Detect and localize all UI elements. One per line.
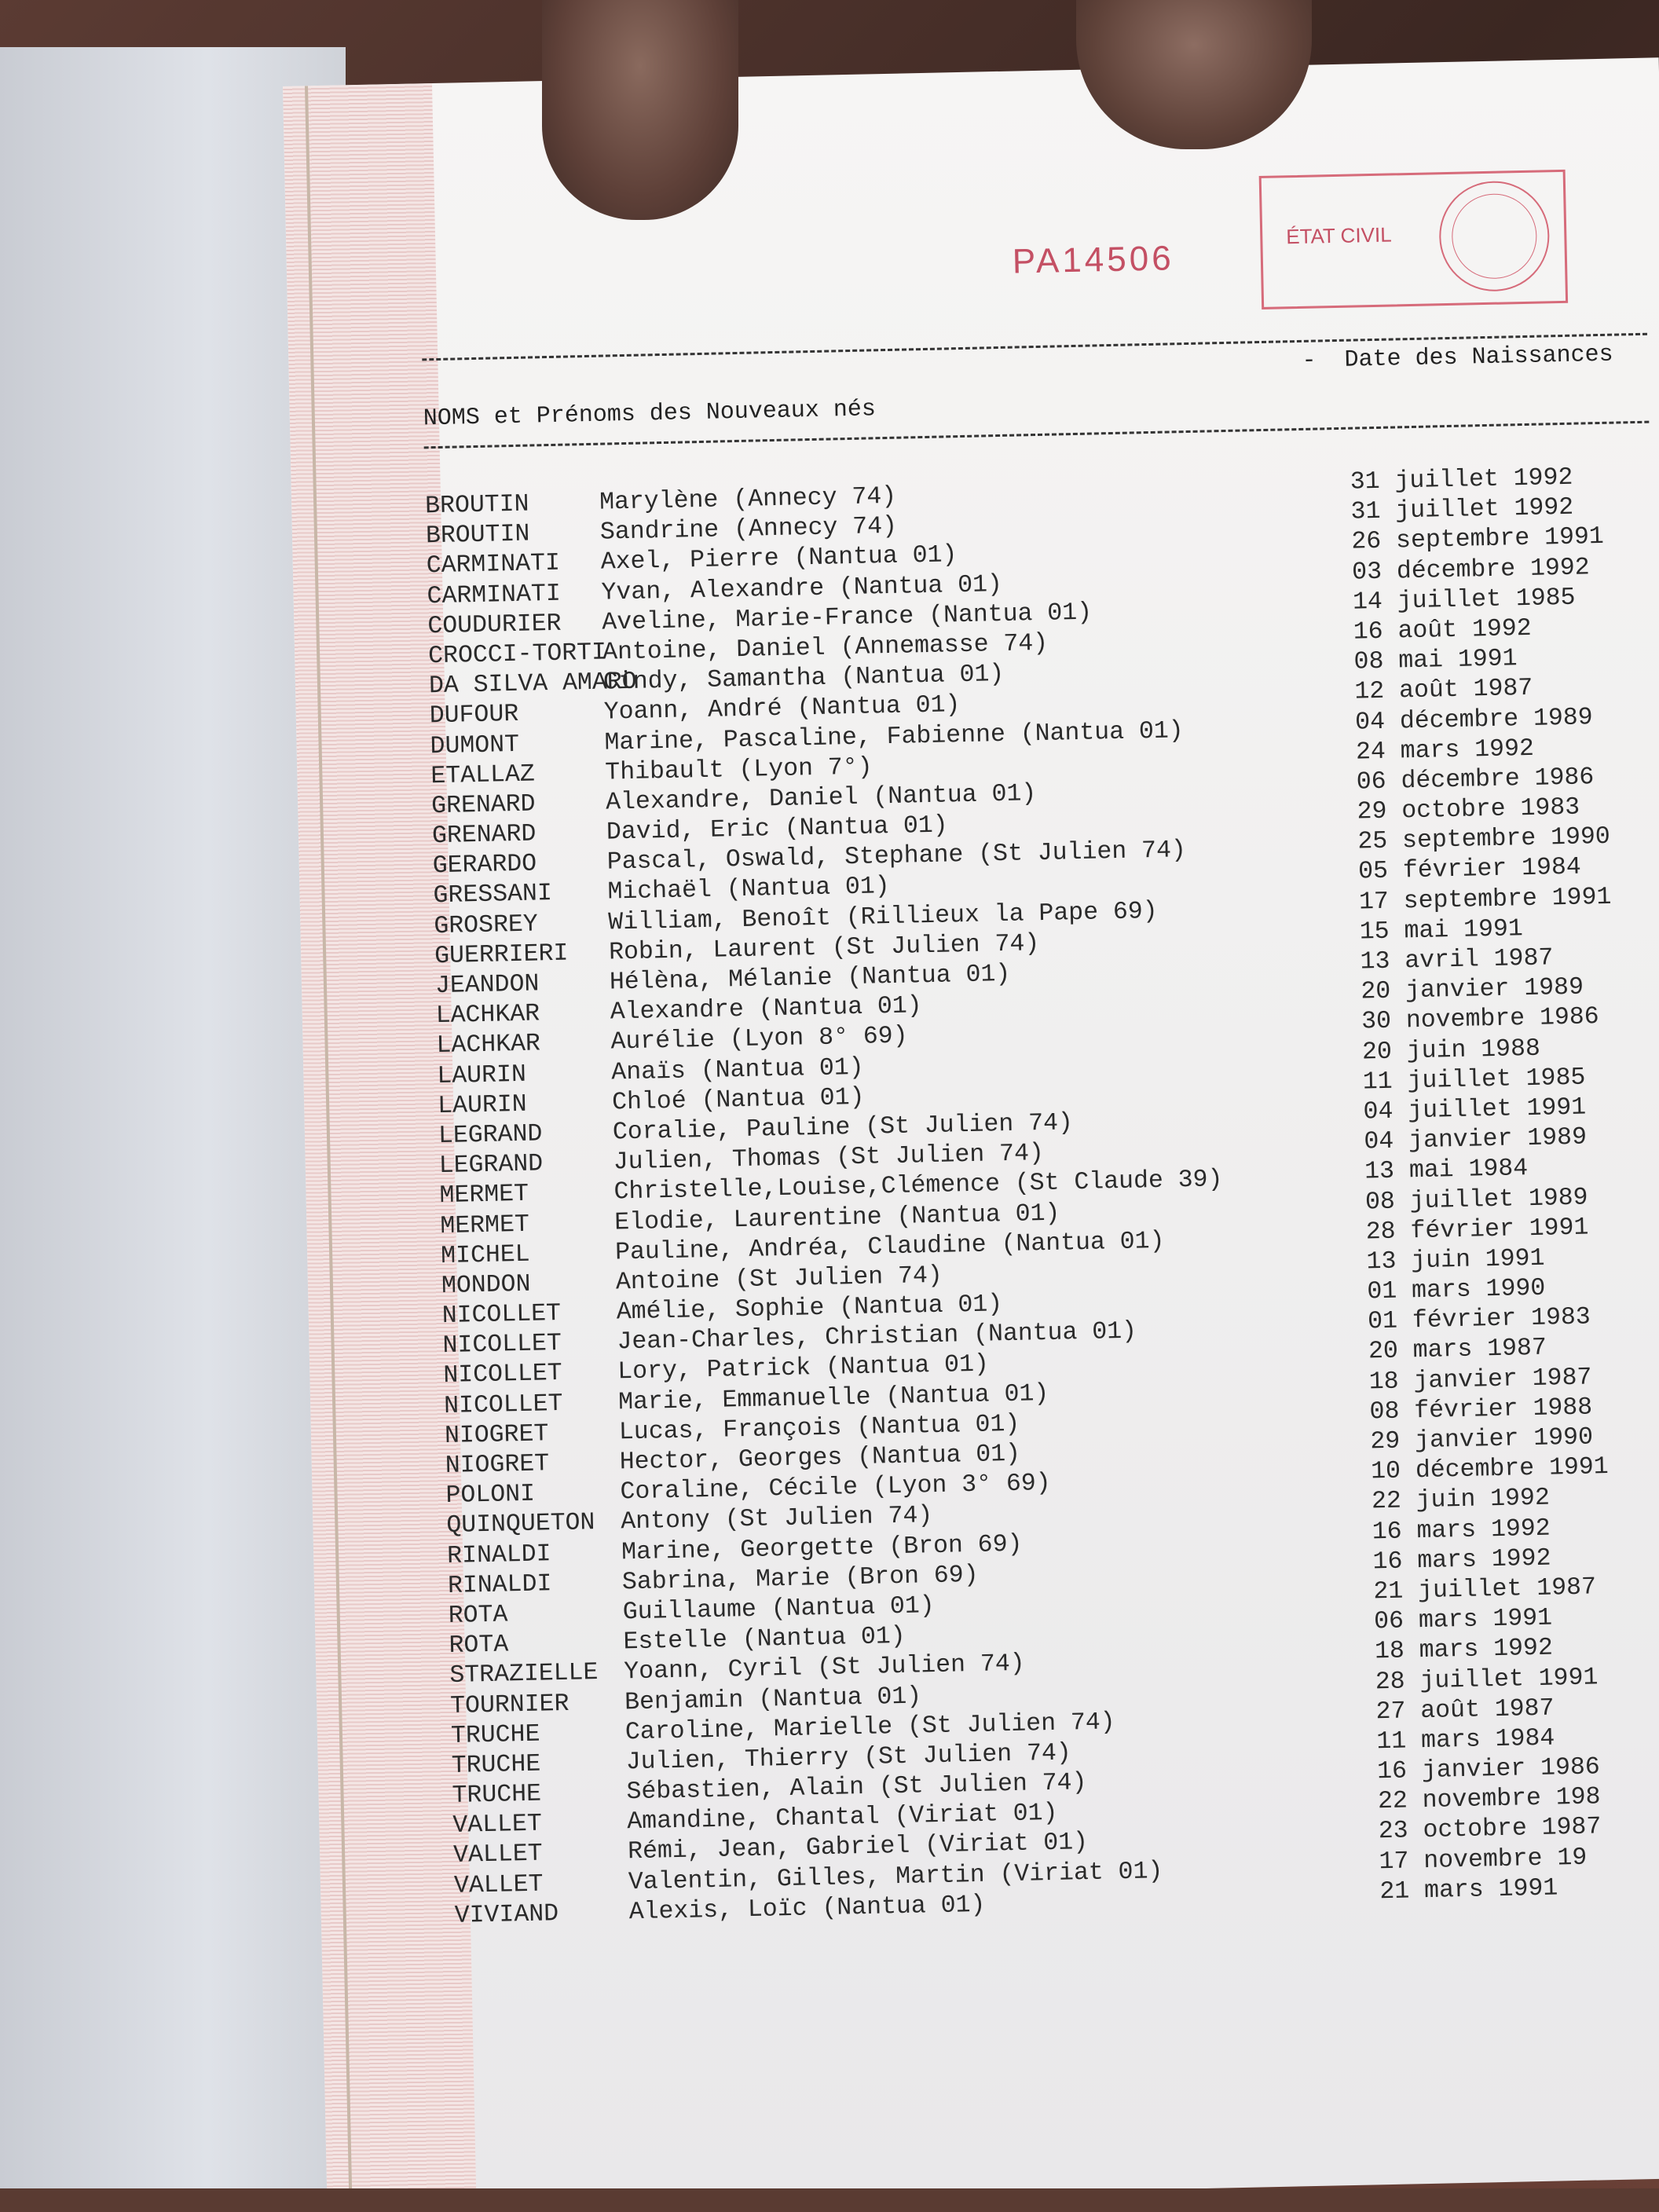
last-name: GUERRIERI bbox=[434, 939, 569, 971]
first-names: Marine, Pascaline, Fabienne (Nantua 01) bbox=[604, 716, 1185, 757]
birth-date: 31 juillet 1992 bbox=[1350, 493, 1574, 526]
birth-date: 20 juin 1988 bbox=[1361, 1035, 1541, 1067]
last-name: MICHEL bbox=[440, 1240, 530, 1270]
first-names: Alexandre (Nantua 01) bbox=[610, 992, 923, 1027]
birth-date: 08 mai 1991 bbox=[1353, 645, 1518, 676]
birth-date: 13 juin 1991 bbox=[1366, 1244, 1545, 1276]
last-name: DUMONT bbox=[430, 731, 520, 760]
first-names: Robin, Laurent (St Julien 74) bbox=[608, 929, 1040, 967]
last-name: RINALDI bbox=[446, 1540, 551, 1570]
last-name: DA SILVA AMARO bbox=[428, 668, 638, 701]
last-name: BROUTIN bbox=[425, 520, 530, 551]
first-names: Antony (St Julien 74) bbox=[621, 1502, 933, 1536]
last-name: TRUCHE bbox=[452, 1780, 542, 1811]
last-name: GROSREY bbox=[434, 910, 539, 940]
last-name: NIOGRET bbox=[444, 1420, 549, 1450]
first-names: Sébastien, Alain (St Julien 74) bbox=[626, 1769, 1087, 1807]
birth-date: 31 juillet 1992 bbox=[1350, 463, 1573, 496]
last-name: TOURNIER bbox=[449, 1690, 569, 1720]
first-names: Cindy, Samantha (Nantua 01) bbox=[602, 661, 1005, 697]
birth-date: 06 décembre 1986 bbox=[1356, 764, 1595, 797]
first-names: Julien, Thomas (St Julien 74) bbox=[613, 1140, 1045, 1177]
last-name: GRENARD bbox=[431, 820, 537, 851]
left-thumb bbox=[542, 0, 738, 220]
birth-date: 04 juillet 1991 bbox=[1363, 1093, 1587, 1126]
first-names: Lucas, François (Nantua 01) bbox=[618, 1410, 1020, 1447]
first-names: Lory, Patrick (Nantua 01) bbox=[617, 1350, 990, 1386]
last-name: STRAZIELLE bbox=[449, 1659, 599, 1690]
first-names: Axel, Pierre (Nantua 01) bbox=[600, 541, 958, 577]
first-names: Yoann, Cyril (St Julien 74) bbox=[624, 1650, 1026, 1686]
last-name: POLONI bbox=[445, 1480, 536, 1511]
birth-date: 12 août 1987 bbox=[1354, 675, 1533, 706]
birth-date: 16 août 1992 bbox=[1353, 614, 1533, 646]
register-page bbox=[283, 57, 1659, 2207]
last-name: LEGRAND bbox=[438, 1120, 543, 1151]
first-names: Caroline, Marielle (St Julien 74) bbox=[624, 1708, 1116, 1747]
last-name: VALLET bbox=[452, 1810, 543, 1840]
last-name: BROUTIN bbox=[424, 490, 529, 521]
first-names: Guillaume (Nantua 01) bbox=[622, 1591, 936, 1627]
first-names: Yoann, André (Nantua 01) bbox=[603, 691, 961, 727]
last-name: NIOGRET bbox=[445, 1450, 550, 1481]
first-names: Pauline, Andréa, Claudine (Nantua 01) bbox=[614, 1227, 1165, 1267]
last-name: VALLET bbox=[453, 1870, 544, 1900]
first-names: Rémi, Jean, Gabriel (Viriat 01) bbox=[627, 1829, 1089, 1866]
birth-date: 11 juillet 1985 bbox=[1362, 1064, 1586, 1097]
last-name: LAURIN bbox=[437, 1090, 527, 1120]
last-name: MERMET bbox=[440, 1210, 530, 1240]
birth-date: 08 juillet 1989 bbox=[1364, 1184, 1588, 1216]
birth-date: 04 janvier 1989 bbox=[1364, 1123, 1588, 1156]
birth-date: 01 février 1983 bbox=[1367, 1303, 1591, 1336]
last-name: TRUCHE bbox=[451, 1750, 541, 1780]
first-names: Yvan, Alexandre (Nantua 01) bbox=[601, 570, 1003, 607]
birth-date: 16 mars 1992 bbox=[1372, 1544, 1551, 1577]
birth-date: 24 mars 1992 bbox=[1355, 734, 1535, 767]
marianne-seal-icon bbox=[1438, 180, 1551, 292]
birth-date: 04 décembre 1989 bbox=[1354, 703, 1594, 737]
first-names: David, Eric (Nantua 01) bbox=[606, 811, 949, 847]
last-name: NICOLLET bbox=[442, 1330, 562, 1361]
seal-inner-ring bbox=[1451, 193, 1537, 280]
birth-date: 13 mai 1984 bbox=[1364, 1155, 1529, 1186]
birth-date: 05 février 1984 bbox=[1357, 854, 1582, 886]
birth-date: 21 mars 1991 bbox=[1379, 1874, 1558, 1906]
first-names: Michaël (Nantua 01) bbox=[607, 873, 891, 906]
last-name: NICOLLET bbox=[443, 1360, 563, 1390]
last-name: LAURIN bbox=[437, 1060, 527, 1090]
last-name: CARMINATI bbox=[427, 580, 562, 610]
header-names: NOMS et Prénoms des Nouveaux nés bbox=[423, 396, 877, 433]
first-names: Hélèna, Mélanie (Nantua 01) bbox=[609, 960, 1011, 997]
birth-date: 29 janvier 1990 bbox=[1370, 1423, 1594, 1456]
last-name: GRENARD bbox=[430, 790, 536, 821]
birth-date: 29 octobre 1983 bbox=[1357, 793, 1580, 826]
last-name: MERMET bbox=[439, 1181, 529, 1210]
first-names: Benjamin (Nantua 01) bbox=[624, 1682, 922, 1716]
last-name: NICOLLET bbox=[441, 1299, 562, 1331]
birth-date: 27 août 1987 bbox=[1375, 1694, 1555, 1726]
last-name: CROCCI-TORTI bbox=[427, 639, 607, 671]
stamp-label: ÉTAT CIVIL bbox=[1285, 222, 1392, 249]
birth-date: 03 décembre 1992 bbox=[1351, 553, 1591, 587]
first-names: Antoine (St Julien 74) bbox=[615, 1262, 943, 1297]
birth-date: 06 mars 1991 bbox=[1373, 1604, 1553, 1636]
table-edge bbox=[0, 2188, 1659, 2212]
birth-date: 16 mars 1992 bbox=[1372, 1514, 1551, 1546]
first-names: Anaïs (Nantua 01) bbox=[611, 1053, 865, 1087]
birth-date: 16 janvier 1986 bbox=[1376, 1753, 1601, 1786]
birth-date: 17 novembre 19 bbox=[1379, 1844, 1588, 1876]
first-names: Coraline, Cécile (Lyon 3° 69) bbox=[620, 1470, 1052, 1507]
first-names: Aveline, Marie-France (Nantua 01) bbox=[602, 599, 1093, 637]
birth-date: 18 janvier 1987 bbox=[1368, 1364, 1592, 1397]
first-names: Jean-Charles, Christian (Nantua 01) bbox=[617, 1317, 1137, 1357]
birth-date: 28 février 1991 bbox=[1365, 1214, 1589, 1247]
first-names: Valentin, Gilles, Martin (Viriat 01) bbox=[628, 1857, 1163, 1896]
birth-date: 17 septembre 1991 bbox=[1358, 883, 1612, 917]
last-name: TRUCHE bbox=[450, 1720, 540, 1750]
last-name: VIVIAND bbox=[454, 1899, 559, 1930]
last-name: ROTA bbox=[448, 1601, 508, 1630]
last-name: VALLET bbox=[452, 1840, 543, 1870]
last-name: ETALLAZ bbox=[430, 760, 536, 790]
first-names: Marie, Emmanuelle (Nantua 01) bbox=[617, 1379, 1049, 1417]
last-name: ROTA bbox=[449, 1631, 509, 1661]
first-names: Aurélie (Lyon 8° 69) bbox=[610, 1022, 908, 1057]
first-names: Julien, Thierry (St Julien 74) bbox=[625, 1739, 1072, 1777]
first-names: Amandine, Chantal (Viriat 01) bbox=[627, 1800, 1058, 1837]
first-names: Sandrine (Annecy 74) bbox=[599, 512, 898, 547]
birth-date: 22 novembre 198 bbox=[1377, 1783, 1601, 1816]
birth-date: 28 juillet 1991 bbox=[1375, 1663, 1599, 1696]
first-names: William, Benoît (Rillieux la Pape 69) bbox=[608, 897, 1159, 937]
birth-date: 08 février 1988 bbox=[1369, 1393, 1593, 1426]
first-names: Estelle (Nantua 01) bbox=[623, 1622, 906, 1657]
first-names: Alexandre, Daniel (Nantua 01) bbox=[605, 779, 1037, 817]
birth-date: 25 septembre 1990 bbox=[1357, 823, 1611, 856]
last-name: MONDON bbox=[441, 1270, 531, 1300]
last-name: QUINQUETON bbox=[446, 1509, 595, 1540]
last-name: RINALDI bbox=[447, 1570, 552, 1600]
first-names: Sabrina, Marie (Bron 69) bbox=[621, 1561, 979, 1597]
last-name: COUDURIER bbox=[427, 610, 562, 641]
reference-number: PA14506 bbox=[1012, 239, 1175, 281]
last-name: NICOLLET bbox=[443, 1390, 563, 1420]
first-names: Marylène (Annecy 74) bbox=[599, 482, 897, 517]
birth-date: 23 octobre 1987 bbox=[1378, 1813, 1602, 1846]
birth-date: 11 mars 1984 bbox=[1376, 1724, 1555, 1756]
first-names: Thibault (Lyon 7°) bbox=[605, 753, 873, 787]
birth-date: 13 avril 1987 bbox=[1360, 944, 1554, 976]
birth-date: 14 juillet 1985 bbox=[1352, 584, 1576, 617]
births-list bbox=[424, 463, 1659, 1931]
birth-date: 22 juin 1992 bbox=[1371, 1484, 1551, 1516]
first-names: Alexis, Loïc (Nantua 01) bbox=[628, 1891, 986, 1927]
birth-date: 01 mars 1990 bbox=[1367, 1274, 1546, 1306]
birth-date: 15 mai 1991 bbox=[1359, 914, 1524, 947]
first-names: Elodie, Laurentine (Nantua 01) bbox=[614, 1199, 1060, 1236]
first-names: Hector, Georges (Nantua 01) bbox=[619, 1440, 1021, 1477]
birth-date: 18 mars 1992 bbox=[1374, 1634, 1554, 1666]
first-names: Pascal, Oswald, Stephane (St Julien 74) bbox=[606, 837, 1187, 877]
last-name: DUFOUR bbox=[429, 701, 519, 731]
last-name: GERARDO bbox=[432, 850, 537, 881]
birth-date: 26 septembre 1991 bbox=[1351, 523, 1605, 557]
last-name: CARMINATI bbox=[426, 550, 561, 580]
birth-date: 20 mars 1987 bbox=[1368, 1335, 1547, 1366]
first-names: Chloé (Nantua 01) bbox=[611, 1083, 865, 1117]
last-name: LACHKAR bbox=[435, 1000, 540, 1031]
header-dates: - Date des Naissances bbox=[1302, 341, 1613, 375]
birth-date: 21 juillet 1987 bbox=[1373, 1573, 1597, 1606]
last-name: LACHKAR bbox=[436, 1030, 541, 1060]
first-names: Marine, Georgette (Bron 69) bbox=[621, 1530, 1023, 1566]
birth-date: 30 novembre 1986 bbox=[1361, 1003, 1600, 1036]
etat-civil-stamp bbox=[1259, 170, 1568, 309]
last-name: GRESSANI bbox=[433, 880, 553, 910]
last-name: LEGRAND bbox=[438, 1150, 544, 1181]
first-names: Antoine, Daniel (Annemasse 74) bbox=[602, 629, 1049, 667]
last-name: JEANDON bbox=[434, 970, 540, 1001]
birth-date: 20 janvier 1989 bbox=[1361, 973, 1584, 1006]
first-names: Christelle,Louise,Clémence (St Claude 39) bbox=[613, 1166, 1223, 1207]
first-names: Amélie, Sophie (Nantua 01) bbox=[616, 1291, 1003, 1327]
birth-date: 10 décembre 1991 bbox=[1370, 1453, 1610, 1486]
first-names: Coralie, Pauline (St Julien 74) bbox=[612, 1109, 1074, 1147]
